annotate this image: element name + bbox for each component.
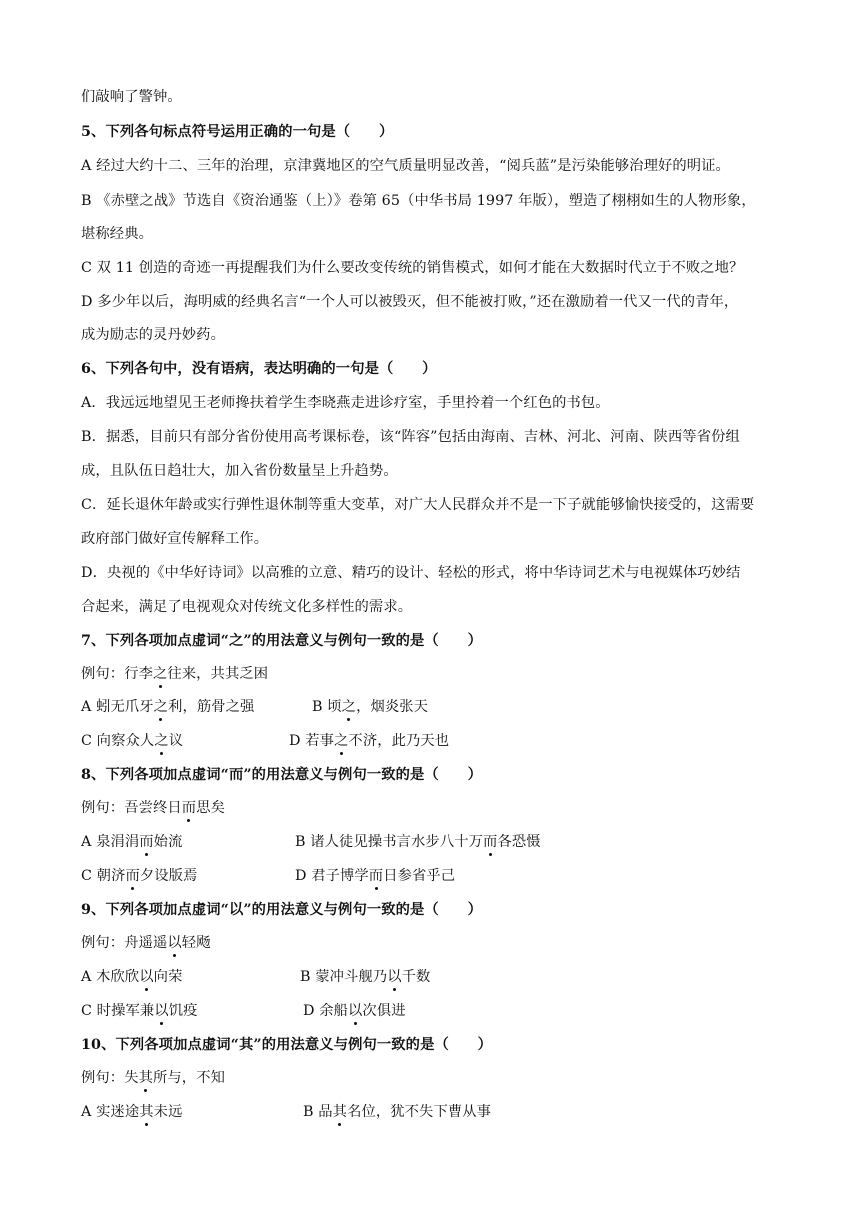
q10-example: 例句：失其所与，不知	[81, 1070, 225, 1086]
q6-option-b-cont: 成，且队伍日趋壮大，加入省份数量呈上升趋势。	[81, 463, 398, 479]
question-10-title: 10、下列各项加点虚词“其”的用法意义与例句一致的是（ ）	[81, 1037, 493, 1053]
q5-option-c: C 双 11 创造的奇迹一再提醒我们为什么要改变传统的销售模式，如何才能在大数据时代立于不败之地？	[81, 260, 744, 276]
question-5-title: 5、下列各句标点符号运用正确的一句是（ ）	[81, 124, 394, 140]
q8-option-b: B 诸人徒见操书言水步八十万而各恐慑	[295, 834, 541, 850]
q7-option-b: B 顷之，烟炎张天	[312, 699, 429, 715]
q10-option-b: B 品其名位，犹不失下曹从事	[303, 1104, 492, 1120]
q5-option-b-cont: 堪称经典。	[81, 226, 153, 242]
dotted-word: 而	[181, 800, 197, 816]
q5-option-a: A 经过大约十二、三年的治理，京津冀地区的空气质量明显改善，“阅兵蓝”是污染能够治理好的明证。	[81, 158, 730, 174]
dotted-word: 而	[139, 834, 154, 850]
dotted-word: 而	[483, 834, 498, 850]
dotted-word: 之	[154, 733, 169, 749]
dotted-word: 之	[152, 666, 168, 682]
dotted-word: 之	[153, 699, 169, 715]
dotted-word: 而	[125, 868, 140, 884]
q9-option-b: B 蒙冲斗舰乃以千数	[300, 969, 431, 985]
dotted-word: 之	[334, 733, 349, 749]
q5-option-b: B 《赤壁之战》节选自《资治通鉴（上）》卷第 65（中华书局 1997 年版），塑造了栩栩如生的人物形象，	[81, 193, 756, 209]
dotted-word: 之	[341, 699, 357, 715]
dotted-word: 而	[368, 868, 384, 884]
q9-option-a: A 木欣欣以向荣	[81, 969, 183, 985]
q7-option-c: C 向察众人之议	[81, 733, 184, 749]
q5-option-d: D 多少年以后，海明威的经典名言“一个人可以被毁灭，但不能被打败，”还在激励着一代又一代的青年，	[81, 294, 739, 310]
q7-option-a: A 蚓无爪牙之利，筋骨之强	[81, 699, 255, 715]
q6-option-c-cont: 政府部门做好宣传解释工作。	[81, 531, 269, 547]
q8-example: 例句：吾尝终日而思矣	[81, 800, 225, 816]
q9-option-c: C 时操军兼以饥疫	[81, 1003, 198, 1019]
question-8-title: 8、下列各项加点虚词“而”的用法意义与例句一致的是（ ）	[81, 767, 483, 783]
dotted-word: 以	[387, 969, 402, 985]
q6-option-d: D．央视的《中华好诗词》以高雅的立意、精巧的设计、轻松的形式，将中华诗词艺术与电视媒体巧妙结	[81, 565, 741, 581]
q7-option-d: D 若事之不济，此乃天也	[289, 733, 450, 749]
q10-option-a: A 实迷途其未远	[81, 1104, 183, 1120]
question-6-title: 6、下列各句中，没有语病，表达明确的一句是（ ）	[81, 361, 437, 377]
q9-example: 例句：舟遥遥以轻飏	[81, 935, 211, 951]
q8-option-c: C 朝济而夕设版焉	[81, 868, 198, 884]
dotted-word: 以	[167, 935, 182, 951]
dotted-word: 其	[138, 1070, 153, 1086]
continuation-line: 们敲响了警钟。	[81, 89, 182, 105]
q5-option-d-cont: 成为励志的灵丹妙药。	[81, 327, 225, 343]
q6-option-a: A．我远远地望见王老师搀扶着学生李晓燕走进诊疗室，手里拎着一个红色的书包。	[81, 395, 610, 411]
q7-example: 例句：行李之往来，共其乏困	[81, 666, 269, 682]
q8-option-d: D 君子博学而日参省乎己	[295, 868, 456, 884]
q6-option-b: B．据悉，目前只有部分省份使用高考课标卷，该“阵容”包括由海南、吉林、河北、河南、陕西等省份组	[81, 429, 740, 445]
dotted-word: 以	[139, 969, 154, 985]
dotted-word: 以	[154, 1003, 169, 1019]
question-7-title: 7、下列各项加点虚词“之”的用法意义与例句一致的是（ ）	[81, 633, 483, 649]
dotted-word: 以	[348, 1003, 363, 1019]
q9-option-d: D 余船以次俱进	[303, 1003, 406, 1019]
dotted-word: 其	[139, 1104, 154, 1120]
dotted-word: 其	[332, 1104, 348, 1120]
q8-option-a: A 泉涓涓而始流	[81, 834, 183, 850]
question-9-title: 9、下列各项加点虚词“以”的用法意义与例句一致的是（ ）	[81, 902, 483, 918]
q6-option-c: C．延长退休年龄或实行弹性退休制等重大变革，对广大人民群众并不是一下子就能够愉快接受的，这需要	[81, 497, 755, 513]
q6-option-d-cont: 合起来，满足了电视观众对传统文化多样性的需求。	[81, 599, 413, 615]
